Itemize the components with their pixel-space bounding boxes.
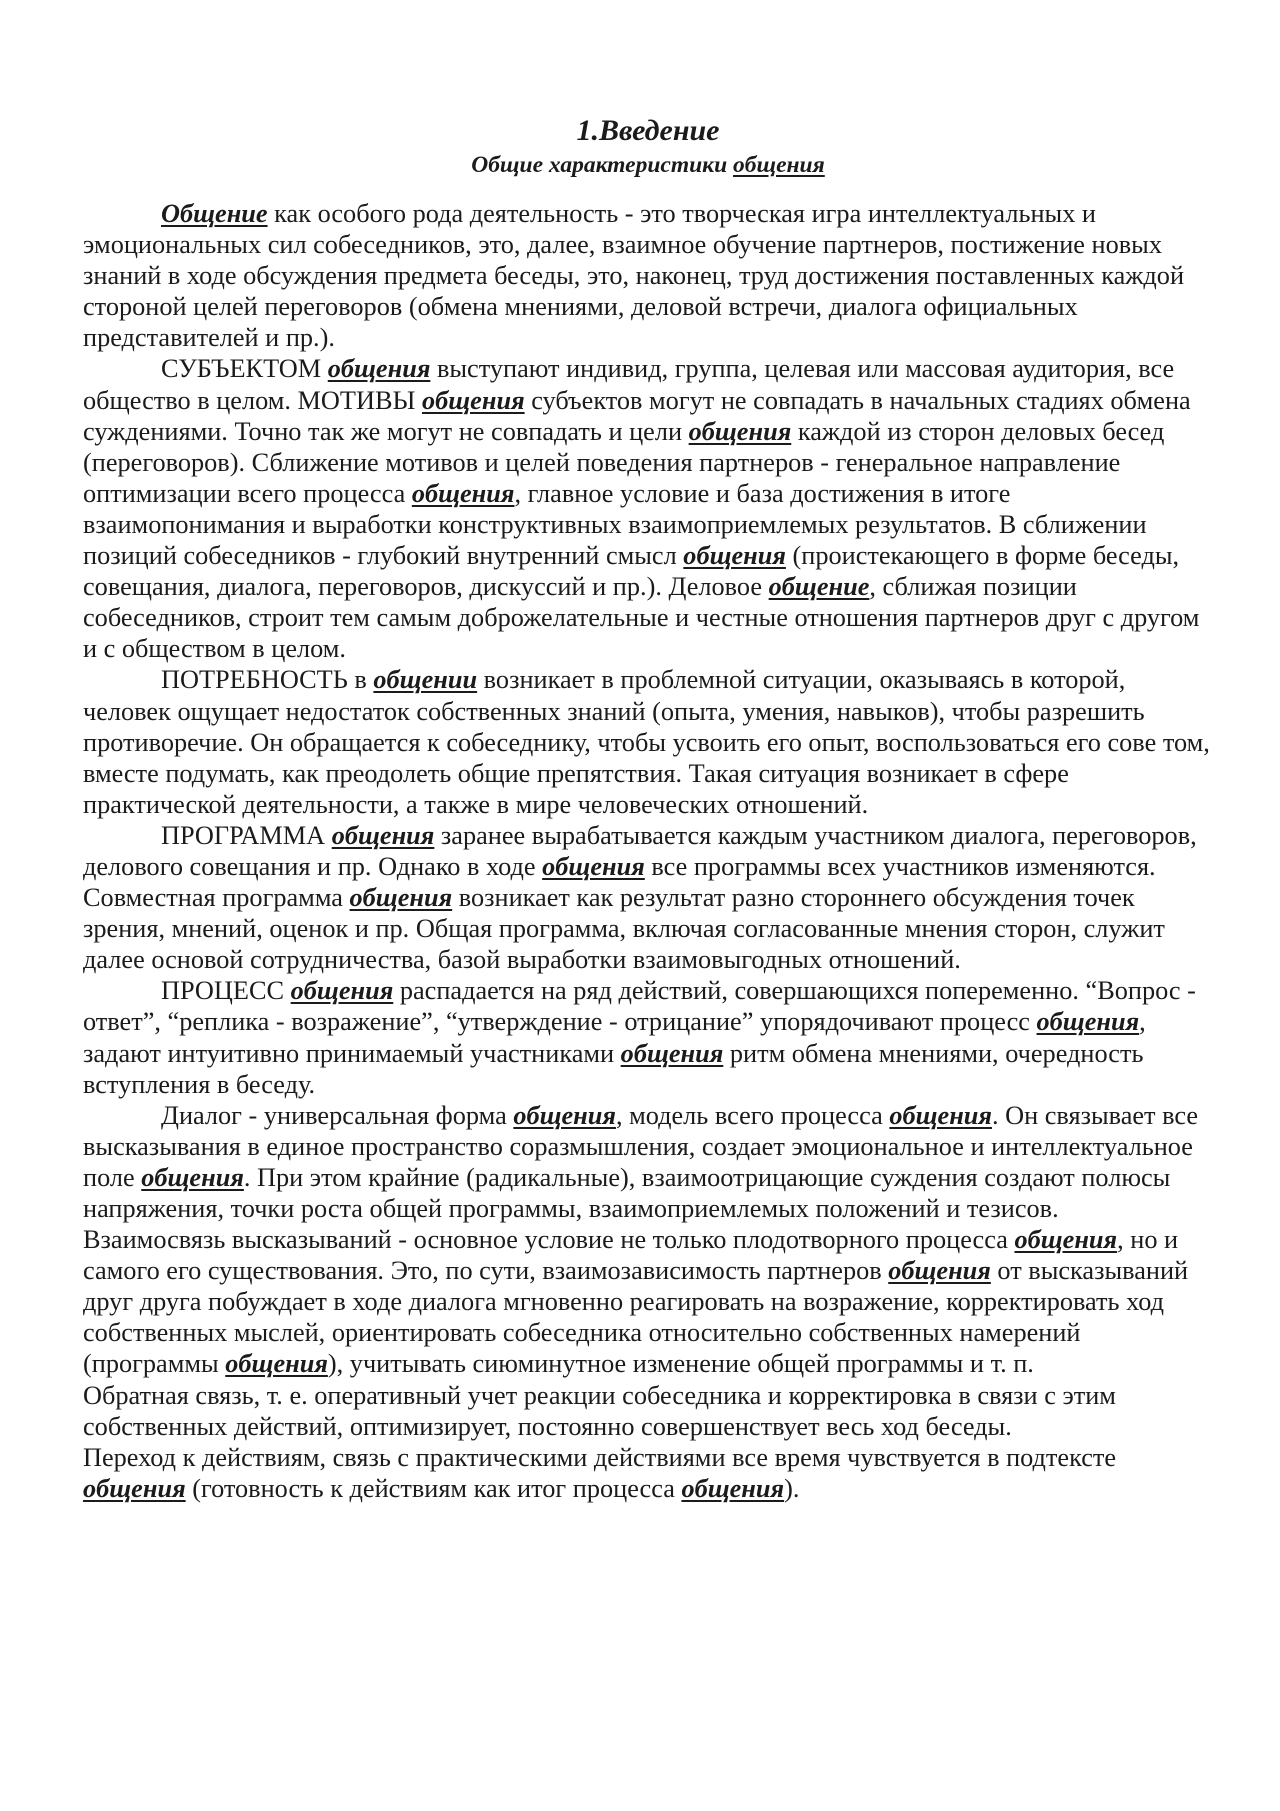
keyword-obshchenie: общения: [411, 478, 515, 508]
keyword-obshchenie: общения: [513, 1100, 616, 1130]
paragraph-text: субъектов могут не совпадать в начальных стадиях обмена суждениями. Точно так же могут не совпадать и цели: [83, 385, 1191, 446]
paragraph-text: ), учитывать сиюминутное изменение общей программы и т. п.: [327, 1349, 1034, 1379]
paragraph-text: . Он связывает все высказывания в единое пространство соразмышления, создает эмоциональное и интеллектуальное поле: [83, 1100, 1199, 1192]
paragraph: [83, 1442, 1213, 1504]
keyword-obshchenie: общения: [349, 883, 453, 913]
keyword-obshchenie: общения: [422, 385, 525, 415]
keyword-obshchenie: общения: [141, 1162, 244, 1192]
keyword-obshchenie: общения: [83, 1473, 186, 1503]
paragraph-text: . При этом крайние (радикальные), взаимоотрицающие суждения создают полюсы напряжения, точки роста общей программы, взаимоприемлемых положений и тезисов.: [83, 1162, 1171, 1223]
paragraph-text: заранее вырабатывается каждым участником диалога, переговоров, делового совещания и пр. Однако в ходе: [83, 820, 1197, 881]
document-page: [83, 112, 1213, 1504]
keyword-obshchenie: общения: [688, 416, 792, 446]
keyword-obshchenie: Общение: [161, 199, 268, 228]
keyword-obshchenie: общения: [542, 851, 645, 881]
keyword-obshchenie: общения: [681, 1473, 785, 1503]
keyword-obshchenie: общение: [768, 572, 870, 602]
keyword-obshchenie: общения: [225, 1349, 328, 1379]
paragraph: [83, 664, 1213, 819]
keyword-obshchenie: общения: [1014, 1225, 1118, 1255]
keyword-obshchenie: общения: [327, 354, 431, 384]
paragraph-text: Обратная связь, т. е. оперативный учет реакции собеседника и корректировка в связи с этим собственных действий, оптимизирует, постоянно совершенствует весь ход беседы.: [83, 1380, 1116, 1441]
paragraph-text: Совместная программа: [83, 883, 350, 913]
paragraph-text: выступают индивид, группа, целевая или массовая аудитория, все общество в целом. МОТИВЫ: [83, 354, 1175, 415]
keyword-obshchenie: общения: [889, 1100, 992, 1130]
paragraph: [83, 353, 1213, 664]
keyword-obshchenie: общения: [290, 976, 394, 1006]
paragraph-text: возникает как результат разно стороннего обсуждения точек зрения, мнений, оценок и пр. Общая программа, включая согласованные мнения сторон, служит далее основой сотрудничества, базой выработки взаимовыгодных отношений.: [83, 883, 1165, 975]
paragraph-text: как особого рода деятельность - это творческая игра интеллектуальных и эмоциональных сил собеседников, это, далее, взаимное обучение партнеров, постижение новых знаний в ходе обсуждения предмета беседы, это, наконец, труд достижения поставленных каждой стороной целей переговоров (обмена мнениями, деловой встречи, диалога официальных представителей и пр.).: [83, 199, 1185, 353]
paragraph: [83, 820, 1213, 882]
paragraph-text: , задают интуитивно принимаемый участниками: [83, 1007, 1146, 1068]
paragraph-text: , но и самого его существования. Это, по сути, взаимозависимость партнеров: [83, 1225, 1179, 1286]
keyword-obshchenie: общения: [620, 1038, 724, 1068]
keyword-obshchenie: общения: [331, 820, 435, 850]
document-body: [83, 198, 1213, 1504]
paragraph-text: (готовность к действиям как итог процесса: [185, 1473, 682, 1503]
keyword-obshchenie: общения: [683, 541, 786, 571]
paragraph-text: (проистекающего в форме беседы, совещания, диалога, переговоров, дискуссий и пр.). Деловое: [83, 541, 1180, 602]
paragraph-text: возникает в проблемной ситуации, оказываясь в которой, человек ощущает недостаток собственных знаний (опыта, умения, навыков), чтобы разрешить противоречие. Он обращается к собеседнику, чтобы усвоить его опыт, воспользоваться его сове том, вместе подумать, как преодолеть общие препятствия. Такая ситуация возникает в сфере практической деятельности, а также в мире человеческих отношений.: [83, 665, 1210, 819]
keyword-obshchenie: общения: [888, 1256, 991, 1286]
paragraph: [83, 1224, 1213, 1379]
paragraph-text: СУБЪЕКТОМ: [161, 354, 328, 384]
subheading-keyword: общения: [733, 152, 825, 178]
paragraph: [83, 1100, 1213, 1224]
paragraph-text: Диалог - универсальная форма: [161, 1100, 514, 1130]
paragraph-text: , модель всего процесса: [615, 1100, 890, 1130]
paragraph: [83, 198, 1213, 353]
paragraph-text: Взаимосвязь высказываний - основное условие не только плодотворного процесса: [83, 1225, 1015, 1255]
paragraph: [83, 882, 1213, 975]
keyword-obshchenie: общении: [373, 665, 478, 695]
subheading-text: Общие характеристики: [471, 152, 734, 178]
paragraph-text: Переход к действиям, связь с практическими действиями все время чувствуется в подтексте: [83, 1442, 1117, 1472]
paragraph: [83, 975, 1213, 1099]
paragraph-text: ПРОГРАММА: [161, 820, 332, 850]
paragraph: [83, 1380, 1213, 1442]
document-heading: 1.Введение: [576, 114, 720, 147]
document-subheading: [83, 150, 1213, 180]
paragraph-text: ПОТРЕБНОСТЬ в: [161, 665, 374, 695]
keyword-obshchenie: общения: [1036, 1007, 1140, 1037]
paragraph-text: ПРОЦЕСС: [161, 976, 291, 1006]
paragraph-text: от высказываний друг друга побуждает в ходе диалога мгновенно реагировать на возражение, корректировать ход собственных мыслей, ориентировать собеседника относительно собственных намерений (программы: [83, 1256, 1189, 1379]
paragraph-text: распадается на ряд действий, совершающихся попеременно. “Вопрос - ответ”, “реплика - возражение”, “утверждение - отрицание” упорядочивают процесс: [83, 976, 1196, 1037]
paragraph-text: , главное условие и база достижения в итоге взаимопонимания и выработки конструктивных взаимоприемлемых результатов. В сближении позиций собеседников - глубокий внутренний смысл: [83, 478, 1147, 571]
paragraph-text: все программы всех участников изменяются.: [644, 851, 1156, 881]
paragraph-text: ритм обмена мнениями, очередность вступления в беседу.: [83, 1038, 1144, 1099]
paragraph-text: ).: [784, 1473, 800, 1503]
paragraph-text: , сближая позиции собеседников, строит тем самым доброжелательные и честные отношения партнеров друг с другом и с обществом в целом.: [83, 572, 1200, 664]
paragraph-text: каждой из сторон деловых бесед (переговоров). Сближение мотивов и целей поведения партнеров - генеральное направление оптимизации всего процесса: [83, 416, 1165, 508]
